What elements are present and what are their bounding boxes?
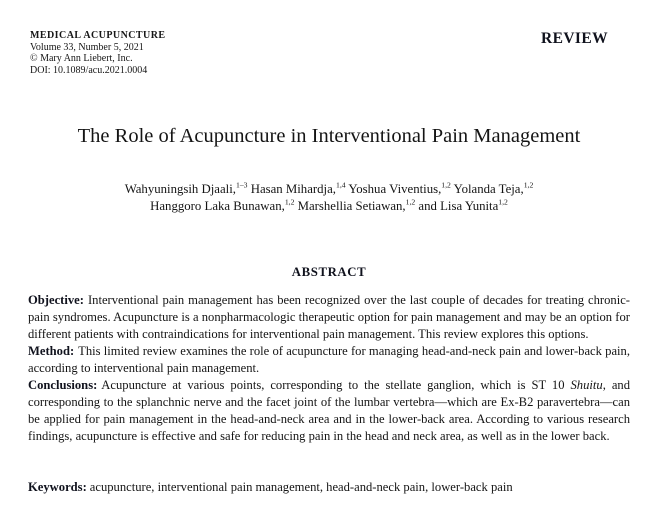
paragraph-label: Conclusions: bbox=[28, 378, 98, 392]
text-run: Yoshua Viventius, bbox=[345, 182, 442, 196]
abstract-body bbox=[28, 292, 630, 445]
text-run: Hasan Mihardja, bbox=[247, 182, 336, 196]
text-run: , and corresponding to the splanchnic nerve and the facet joint of the lumbar vertebra—which are Ex-B2 paravertebra—can be applied for pain management in the head-and-neck area and in the lower-back area. According to various research findings, acupuncture is effective and safe for reducing pain in the head and neck area, as well as in the lower back. bbox=[28, 378, 630, 443]
abstract-paragraph bbox=[28, 292, 630, 343]
abstract-paragraph bbox=[28, 377, 630, 445]
affiliation-superscript: 1,2 bbox=[441, 180, 451, 190]
keywords-label: Keywords: bbox=[28, 480, 87, 494]
author-line bbox=[0, 198, 658, 215]
journal-doi-line: DOI: 10.1089/acu.2021.0004 bbox=[30, 64, 148, 76]
abstract-heading: ABSTRACT bbox=[291, 265, 367, 279]
affiliation-superscript: 1–3 bbox=[235, 180, 248, 190]
keywords-line bbox=[28, 480, 630, 495]
journal-copyright-line: © Mary Ann Liebert, Inc. bbox=[30, 53, 133, 64]
abstract-paragraph bbox=[28, 343, 630, 377]
text-run: Yolanda Teja, bbox=[450, 182, 524, 196]
text-run: Hanggoro Laka Bunawan, bbox=[150, 199, 285, 213]
author-line bbox=[0, 181, 658, 198]
affiliation-superscript: 1,2 bbox=[405, 197, 416, 207]
keywords-text: acupuncture, interventional pain management, head-and-neck pain, lower-back pain bbox=[89, 480, 513, 494]
affiliation-superscript: 1,2 bbox=[498, 197, 508, 207]
masthead bbox=[30, 30, 608, 76]
paragraph-label: Objective: bbox=[28, 293, 84, 307]
text-run: This limited review examines the role of acupuncture for managing head-and-neck pain and lower-back pain, according to interventional pain management. bbox=[28, 344, 630, 375]
author-list bbox=[0, 181, 658, 215]
journal-info-block bbox=[30, 30, 166, 76]
text-run: Interventional pain management has been recognized over the last couple of decades for treating chronic-pain syndromes. Acupuncture is a nonpharmacologic therapeutic option for pain management and may be an option for different patients with contraindications for interventional pain management. This review explores this options. bbox=[28, 293, 630, 341]
article-title: The Role of Acupuncture in Interventional Pain Management bbox=[77, 125, 581, 147]
text-run: Acupuncture at various points, corresponding to the stellate ganglion, which is ST 10 bbox=[101, 378, 571, 392]
text-run: Marshellia Setiawan, bbox=[294, 199, 406, 213]
italic-term: Shuitu bbox=[570, 378, 603, 392]
journal-volume-line: Volume 33, Number 5, 2021 bbox=[30, 41, 144, 53]
paragraph-label: Method: bbox=[28, 344, 75, 358]
affiliation-superscript: 1,4 bbox=[336, 180, 346, 190]
text-run: Wahyuningsih Djaali, bbox=[124, 182, 236, 196]
article-type-label: REVIEW bbox=[541, 30, 608, 47]
affiliation-superscript: 1,2 bbox=[284, 197, 295, 207]
text-run: and Lisa Yunita bbox=[415, 199, 499, 213]
affiliation-superscript: 1,2 bbox=[523, 180, 534, 190]
journal-name: MEDICAL ACUPUNCTURE bbox=[30, 30, 166, 41]
